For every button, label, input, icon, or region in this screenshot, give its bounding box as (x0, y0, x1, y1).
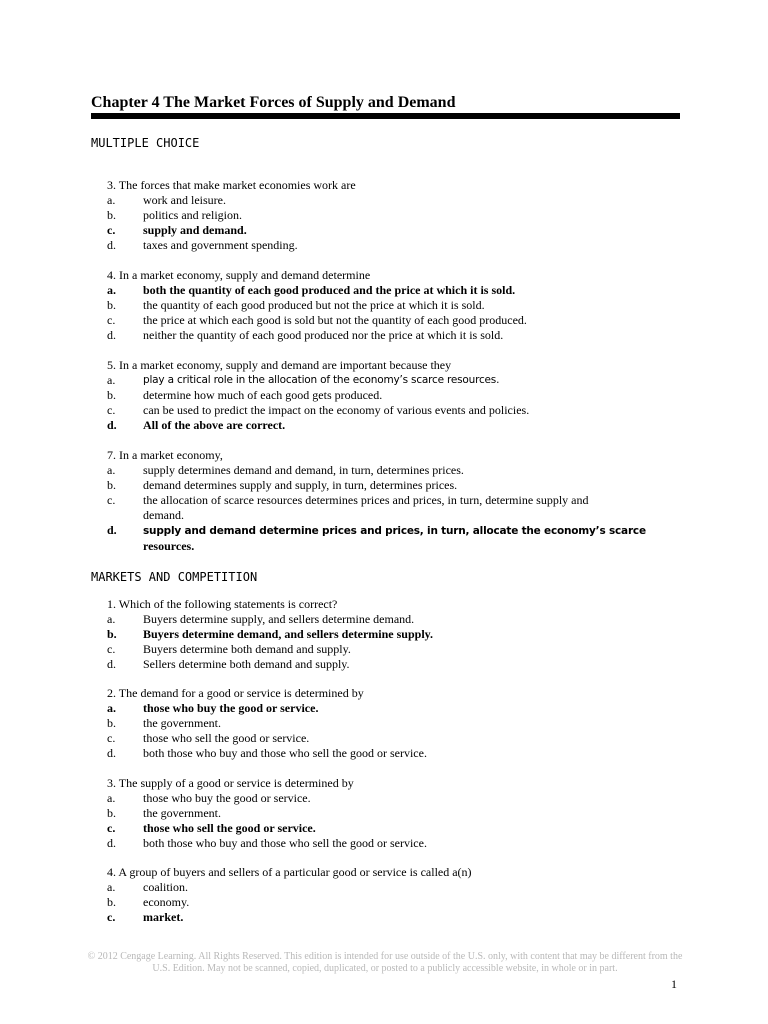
question-block (107, 776, 687, 851)
option-letter: c. (107, 403, 116, 417)
option-text: taxes and government spending. (143, 238, 298, 252)
option-text: politics and religion. (143, 208, 242, 222)
option-letter: d. (107, 328, 116, 342)
question-block (107, 686, 687, 761)
option-text: both those who buy and those who sell the good or service. (143, 746, 427, 760)
option-letter: c. (107, 731, 116, 745)
option-row (107, 208, 687, 223)
option-text: both the quantity of each good produced and the price at which it is sold. (143, 283, 516, 297)
option-letter: d. (107, 746, 116, 760)
option-text: coalition. (143, 880, 188, 894)
option-row (107, 895, 687, 910)
option-row (107, 373, 687, 388)
option-letter: b. (107, 716, 116, 730)
question-block (107, 448, 687, 554)
question-stem: 4. In a market economy, supply and demand determine (107, 268, 371, 282)
option-letter: a. (107, 701, 116, 715)
option-letter: b. (107, 806, 116, 820)
option-text: Sellers determine both demand and supply. (143, 657, 350, 671)
option-row (107, 298, 687, 313)
question-block (107, 358, 687, 433)
option-text: both those who buy and those who sell the good or service. (143, 836, 427, 850)
page-number: 1 (671, 977, 677, 991)
option-text: supply and demand. (143, 223, 247, 237)
option-row-correct (107, 283, 687, 298)
option-text: supply determines demand and demand, in turn, determines prices. (143, 463, 464, 477)
question-stem: 2. The demand for a good or service is determined by (107, 686, 364, 700)
option-row (107, 478, 687, 493)
option-letter: a. (107, 791, 116, 805)
option-row (107, 806, 687, 821)
title-rule (91, 113, 680, 119)
option-letter: a. (107, 463, 116, 477)
option-text: Buyers determine both demand and supply. (143, 642, 351, 656)
option-text: the quantity of each good produced but not the price at which it is sold. (143, 298, 485, 312)
option-text: play a critical role in the allocation of the economy’s scarce resources. (143, 374, 500, 386)
option-text-line: resources. (143, 539, 195, 553)
option-row (107, 657, 687, 672)
option-letter: c. (107, 493, 116, 507)
option-row-correct (107, 821, 687, 836)
copyright-notice: © 2012 Cengage Learning. All Rights Reserved. This edition is intended for use outside of the U.S. only, with content that may be different from the U.S. Edition. May not be scanned, copied, duplicated, or posted to a publicly accessible website, in whole or in part. (87, 951, 683, 974)
option-letter: d. (107, 836, 116, 850)
option-row (107, 880, 687, 895)
option-row (107, 612, 687, 627)
option-text: work and leisure. (143, 193, 226, 207)
option-text: Buyers determine demand, and sellers determine supply. (143, 627, 433, 641)
option-row (107, 493, 687, 523)
option-row (107, 836, 687, 851)
option-text: All of the above are correct. (143, 418, 286, 432)
option-row (107, 463, 687, 478)
option-row (107, 403, 687, 418)
option-letter: d. (107, 523, 117, 537)
option-text: economy. (143, 895, 190, 909)
option-text: the government. (143, 806, 221, 820)
option-letter: a. (107, 193, 116, 207)
question-block (107, 597, 687, 672)
question-block (107, 268, 687, 343)
question-stem: 5. In a market economy, supply and demand are important because they (107, 358, 452, 372)
option-text: those who buy the good or service. (143, 791, 311, 805)
option-letter: c. (107, 223, 116, 237)
option-letter: c. (107, 821, 116, 835)
option-row (107, 716, 687, 731)
option-text: can be used to predict the impact on the economy of various events and policies. (143, 403, 530, 417)
option-text: neither the quantity of each good produced nor the price at which it is sold. (143, 328, 504, 342)
option-text: those who buy the good or service. (143, 701, 319, 715)
option-text: the allocation of scarce resources determines prices and prices, in turn, determine supply and demand. (143, 493, 589, 522)
option-text-line: supply and demand determine prices and prices, in turn, allocate the economy’s scarce (143, 525, 646, 537)
question-stem: 1. Which of the following statements is correct? (107, 597, 338, 611)
chapter-title: Chapter 4 The Market Forces of Supply and Demand (91, 94, 456, 111)
option-text: demand determines supply and supply, in turn, determines prices. (143, 478, 458, 492)
option-letter: a. (107, 880, 116, 894)
option-letter: c. (107, 313, 116, 327)
option-row (107, 328, 687, 343)
option-row (107, 238, 687, 253)
option-text: the government. (143, 716, 221, 730)
option-row (107, 313, 687, 328)
section-heading-multiple-choice: MULTIPLE CHOICE (91, 136, 200, 150)
option-letter: c. (107, 642, 116, 656)
option-letter: c. (107, 910, 116, 924)
option-row (107, 731, 687, 746)
option-letter: b. (107, 478, 116, 492)
option-row-correct (107, 910, 687, 925)
option-letter: d. (107, 657, 116, 671)
question-block (107, 178, 687, 253)
option-text: Buyers determine supply, and sellers determine demand. (143, 612, 415, 626)
option-letter: a. (107, 612, 116, 626)
section-heading-markets-and-competition: MARKETS AND COMPETITION (91, 570, 258, 584)
option-row (107, 791, 687, 806)
option-row-correct (107, 701, 687, 716)
question-stem: 3. The supply of a good or service is determined by (107, 776, 354, 790)
option-row-correct (107, 223, 687, 238)
option-letter: a. (107, 283, 116, 297)
option-letter: b. (107, 627, 117, 641)
question-block (107, 865, 687, 925)
option-text: market. (143, 910, 184, 924)
option-row (107, 388, 687, 403)
option-text: determine how much of each good gets produced. (143, 388, 383, 402)
question-stem: 7. In a market economy, (107, 448, 223, 462)
option-text: those who sell the good or service. (143, 821, 316, 835)
option-row (107, 642, 687, 657)
question-stem: 3. The forces that make market economies work are (107, 178, 356, 192)
option-row-correct (107, 627, 687, 642)
option-text: the price at which each good is sold but not the quantity of each good produced. (143, 313, 527, 327)
option-row (107, 193, 687, 208)
option-letter: b. (107, 208, 116, 222)
option-letter: b. (107, 895, 116, 909)
option-letter: d. (107, 238, 116, 252)
option-text (143, 523, 687, 554)
option-text: those who sell the good or service. (143, 731, 310, 745)
option-letter: b. (107, 388, 116, 402)
option-row-correct (107, 418, 687, 433)
option-letter: b. (107, 298, 116, 312)
question-stem: 4. A group of buyers and sellers of a particular good or service is called a(n) (107, 865, 472, 879)
option-letter: a. (107, 373, 116, 387)
option-row-correct (107, 523, 687, 554)
option-letter: d. (107, 418, 117, 432)
option-row (107, 746, 687, 761)
